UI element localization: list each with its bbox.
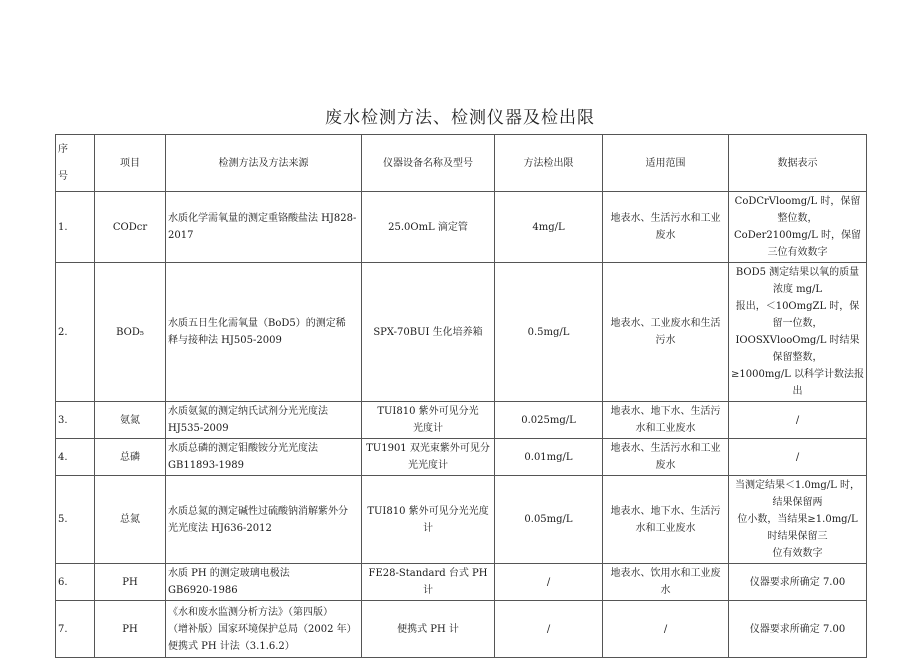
cell-scope-line: 地表水、生活污水和工业: [610, 443, 721, 454]
cell-scope-line: 地表水、饮用水和工业废: [610, 568, 721, 579]
cell-method-line: 水质五日生化需氧量（BoD5）的测定稀: [168, 318, 346, 329]
cell-display-line: IOOSXVlooOmg/L 时结果保留整数，: [735, 335, 860, 363]
cell-instrument: [362, 476, 495, 564]
cell-method-line: 水质氨氮的测定纳氏试剂分光光度法: [168, 406, 328, 417]
header-scope: 适用范围: [603, 135, 729, 192]
cell-seq: 5.: [56, 476, 95, 564]
cell-display-line: BOD5 测定结果以氧的质量浓度 mg/L: [735, 267, 860, 295]
cell-scope: [603, 439, 729, 476]
cell-display-line: 报出，＜10OmgZL 时，保留一位数，: [735, 301, 860, 329]
cell-display: [729, 263, 867, 402]
table-row: [56, 601, 867, 658]
cell-limit: 4mg/L: [495, 192, 603, 263]
cell-scope-line: 水和工业废水: [635, 423, 696, 434]
cell-display: [729, 402, 867, 439]
header-row: [56, 135, 867, 192]
method-table: [55, 134, 867, 658]
cell-instrument-line: 25.0OmL 滴定管: [388, 221, 468, 233]
cell-instrument-line: TUI810 紫外可见分光: [377, 406, 479, 417]
page-title: 废水检测方法、检测仪器及检出限: [325, 108, 595, 128]
cell-item: 总氮: [95, 476, 166, 564]
cell-scope-line: 水: [660, 585, 671, 596]
cell-scope-line: /: [663, 623, 668, 635]
cell-scope: [603, 192, 729, 263]
cell-limit: 0.5mg/L: [495, 263, 603, 402]
cell-seq: 3.: [56, 402, 95, 439]
cell-item: PH: [95, 564, 166, 601]
cell-seq: 1.: [56, 192, 95, 263]
header-seq-line-2: 号: [58, 171, 68, 182]
cell-limit: 0.01mg/L: [495, 439, 603, 476]
cell-method: [166, 439, 362, 476]
cell-method: [166, 192, 362, 263]
table-row: [56, 476, 867, 564]
cell-limit: 0.025mg/L: [495, 402, 603, 439]
cell-display-line: 位小数，当结果≥1.0mg/L 时结果保留三: [737, 514, 858, 542]
table-row: [56, 192, 867, 263]
cell-seq: 6.: [56, 564, 95, 601]
cell-seq: 2.: [56, 263, 95, 402]
cell-display-line: CoDCrVloomg/L 时，保留整位数，: [734, 196, 861, 224]
cell-method-line: 水质总磷的测定钼酸铵分光光度法: [168, 443, 318, 454]
cell-scope-line: 地表水、地下水、生活污: [610, 406, 721, 417]
cell-instrument: [362, 601, 495, 658]
table-row: [56, 263, 867, 402]
cell-scope: [603, 263, 729, 402]
cell-display-line: CoDer2100mg/L 时，保留三位有效数字: [734, 230, 861, 258]
table-row: [56, 402, 867, 439]
header-display: 数据表示: [729, 135, 867, 192]
cell-instrument-line: TUI810 紫外可见分光光度: [367, 505, 489, 517]
cell-method: [166, 476, 362, 564]
cell-display-line: 仪器要求所确定 7.00: [749, 623, 846, 635]
cell-instrument-line: TU1901 双光束紫外可见分: [366, 443, 490, 454]
cell-instrument-line: 计: [423, 522, 433, 534]
cell-scope: [603, 476, 729, 564]
cell-display-line: ≥1000mg/L 以科学计数法报出: [731, 369, 864, 397]
cell-scope-line: 地表水、地下水、生活污: [610, 505, 721, 517]
cell-instrument-line: 光光度计: [408, 460, 448, 471]
cell-display-line: 当测定结果＜1.0mg/L 时，结果保留两: [735, 480, 860, 508]
table-row: [56, 439, 867, 476]
cell-item: PH: [95, 601, 166, 658]
cell-method-line: （增补版）国家环境保护总局（2002 年）: [168, 623, 357, 635]
cell-item: CODcr: [95, 192, 166, 263]
cell-method-line: 2017: [168, 230, 194, 241]
cell-method: [166, 263, 362, 402]
cell-scope-line: 地表水、工业废水和生活: [610, 318, 721, 329]
cell-instrument-line: 光度计: [413, 423, 443, 434]
cell-method-line: 释与接种法 HJ505-2009: [168, 335, 282, 346]
cell-method-line: 水质总氮的测定碱性过硫酸钠消解紫外分: [168, 505, 348, 517]
cell-instrument-line: SPX-70BUI 生化培养箱: [373, 326, 483, 338]
header-limit: 方法检出限: [495, 135, 603, 192]
header-instrument: 仪器设备名称及型号: [362, 135, 495, 192]
cell-instrument: [362, 402, 495, 439]
header-item: 项目: [95, 135, 166, 192]
header-seq-line-1: 序: [58, 144, 68, 155]
cell-scope-line: 废水: [655, 460, 676, 471]
cell-display: [729, 439, 867, 476]
cell-item: 总磷: [95, 439, 166, 476]
cell-scope-line: 水和工业废水: [635, 522, 696, 534]
cell-method-line: GB6920-1986: [168, 585, 238, 596]
cell-method: [166, 601, 362, 658]
cell-scope: [603, 402, 729, 439]
cell-instrument-line: FE28-Standard 台式 PH 计: [368, 568, 488, 596]
cell-method-line: HJ535-2009: [168, 423, 229, 434]
cell-display: [729, 476, 867, 564]
cell-method-line: 便携式 PH 计法（3.1.6.2）: [168, 640, 295, 652]
cell-scope-line: 废水: [655, 230, 676, 241]
cell-display-line: 位有效数字: [772, 548, 823, 559]
cell-method-line: 水质化学需氧量的测定重铬酸盐法 HJ828-: [168, 213, 357, 224]
cell-method-line: GB11893-1989: [168, 460, 244, 471]
header-method: 检测方法及方法来源: [166, 135, 362, 192]
table-row: [56, 564, 867, 601]
cell-display: [729, 192, 867, 263]
cell-scope: [603, 564, 729, 601]
cell-item: BOD₅: [95, 263, 166, 402]
header-seq: [56, 135, 95, 192]
cell-display: [729, 564, 867, 601]
cell-scope: [603, 601, 729, 658]
cell-method-line: 水质 PH 的测定玻璃电极法: [168, 568, 290, 579]
cell-limit: /: [495, 564, 603, 601]
cell-limit: 0.05mg/L: [495, 476, 603, 564]
cell-method-line: 《水和废水监测分析方法》（第四版）: [168, 606, 333, 618]
cell-instrument: [362, 263, 495, 402]
cell-instrument: [362, 192, 495, 263]
cell-display-line: /: [795, 451, 800, 463]
cell-scope-line: 地表水、生活污水和工业: [610, 213, 721, 224]
cell-display-line: 仪器要求所确定 7.00: [749, 576, 846, 588]
cell-limit: /: [495, 601, 603, 658]
cell-seq: 7.: [56, 601, 95, 658]
cell-method-line: 光光度法 HJ636-2012: [168, 522, 272, 534]
cell-method: [166, 402, 362, 439]
cell-scope-line: 污水: [655, 335, 676, 346]
cell-seq: 4.: [56, 439, 95, 476]
cell-instrument: [362, 564, 495, 601]
cell-instrument-line: 便携式 PH 计: [397, 623, 459, 635]
cell-instrument: [362, 439, 495, 476]
cell-display: [729, 601, 867, 658]
cell-display-line: /: [795, 414, 800, 426]
cell-method: [166, 564, 362, 601]
cell-item: 氨氮: [95, 402, 166, 439]
